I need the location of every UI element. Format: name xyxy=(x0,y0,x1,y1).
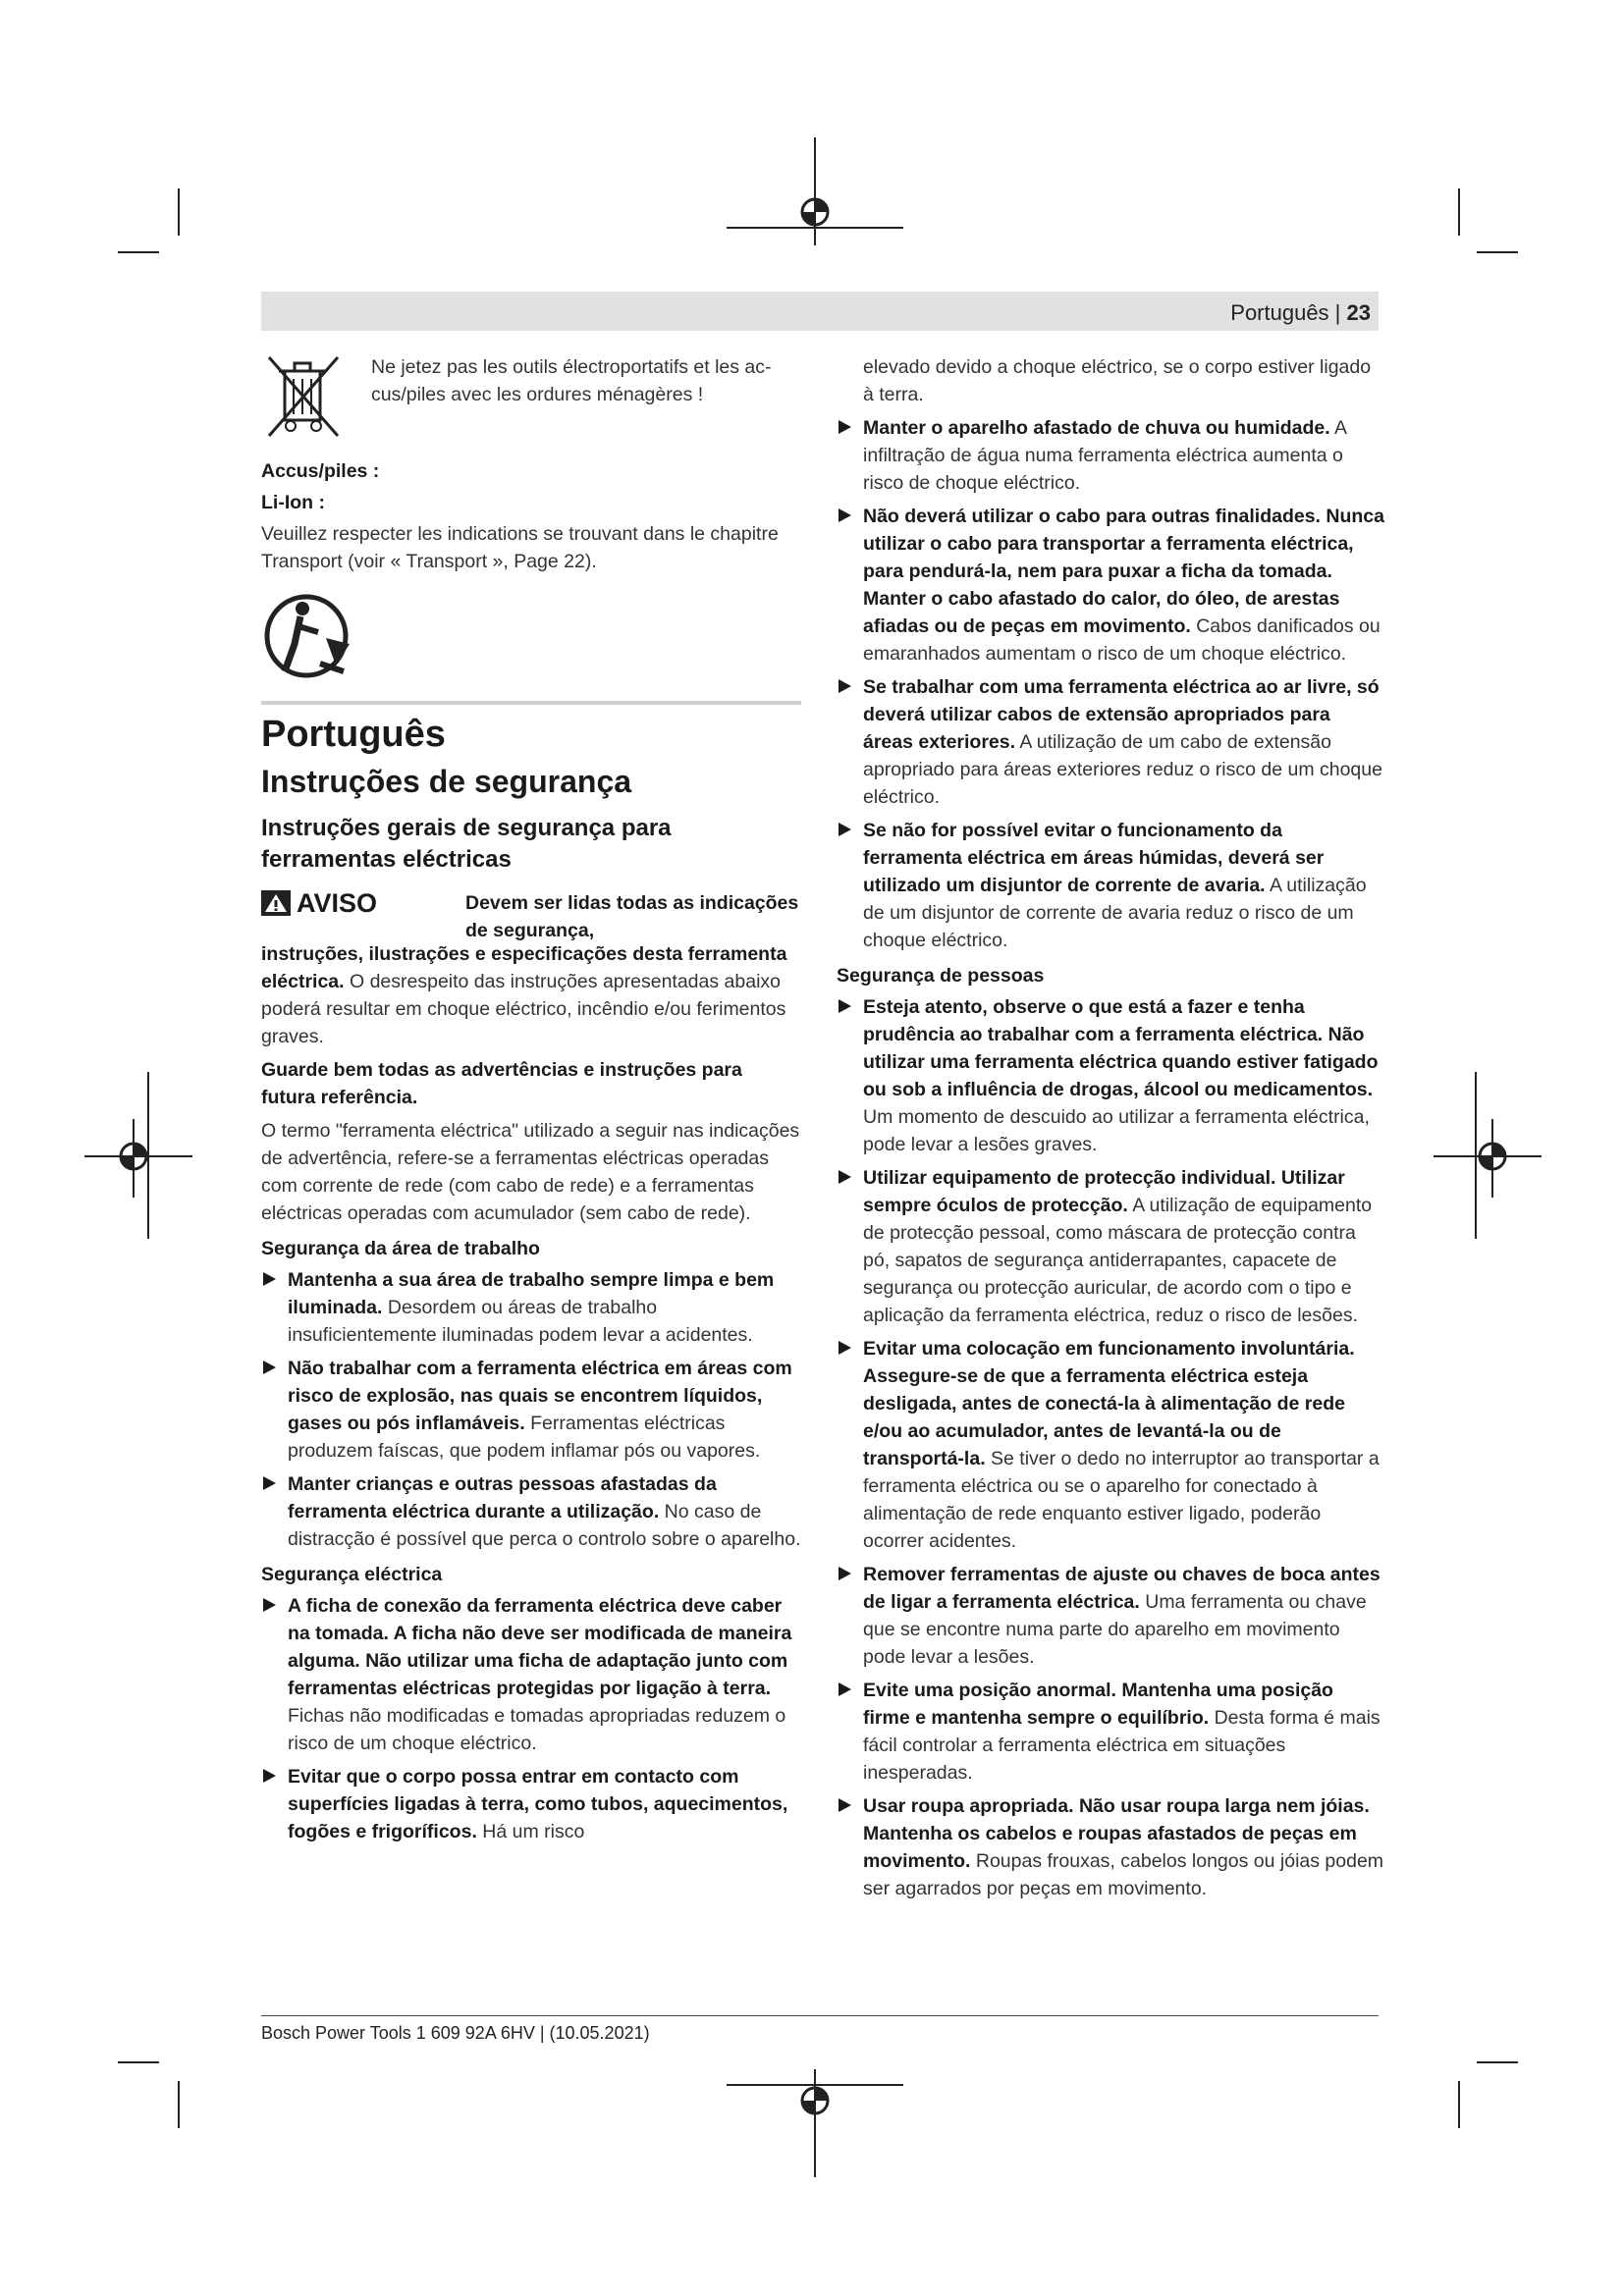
list-item: Não trabalhar com a ferramenta eléctrica em áreas com risco de explosão, nas quais se encontrem líquidos, gases ou pós inflamáveis. Ferramentas eléctricas produzem faíscas, que podem inflamar pós ou vapores. xyxy=(261,1355,801,1465)
warning-bold-2: instruções, ilustrações e especificações desta ferramenta eléctrica. xyxy=(261,943,787,992)
list-item: Esteja atento, observe o que está a fazer e tenha prudência ao trabalhar com a ferramenta eléctrica. Não utilizar uma ferramenta eléctrica quando estiver fatigado ou sob a influência de drogas, álcool ou medicamentos. Um momento de descuido ao utilizar a ferramenta eléctrica, pode levar a lesões graves. xyxy=(837,993,1384,1158)
continuation-text: elevado devido a choque eléctrico, se o corpo estiver ligado à terra. xyxy=(863,356,1372,405)
weee-text: Ne jetez pas les outils électroportatifs et les ac-cus/piles avec les ordures ménagères ! xyxy=(371,356,772,405)
list-item: Se trabalhar com uma ferramenta eléctrica ao ar livre, só deverá utilizar cabos de extensão apropriados para áreas exteriores. A utilização de um cabo de extensão apropriado para áreas exteriores reduz o risco de um choque eléctrico. xyxy=(837,673,1384,811)
list-item: Não deverá utilizar o cabo para outras finalidades. Nunca utilizar o cabo para transportar a ferramenta eléctrica, para pendurá-la, nem para puxar a ficha da tomada. Manter o cabo afastado do calor, do óleo, de arestas afiadas ou de peças em movimento. Cabos danificados ou emaranhados aumentam o risco de um choque eléctrico. xyxy=(837,503,1384,667)
registration-mark-right xyxy=(1434,1119,1542,1198)
list-item: Remover ferramentas de ajuste ou chaves de boca antes de ligar a ferramenta eléctrica. Uma ferramenta ou chave que se encontre numa parte do aparelho em movimento pode levar a lesões. xyxy=(837,1561,1384,1671)
list-item: Evitar que o corpo possa entrar em contacto com superfícies ligadas à terra, como tubos, aquecimentos, fogões e frigoríficos. Há um risco xyxy=(261,1763,801,1845)
list-item: Manter crianças e outras pessoas afastadas da ferramenta eléctrica durante a utilização. No caso de distracção é possível que perca o controlo sobre o aparelho. xyxy=(261,1470,801,1553)
transport-text: Veuillez respecter les indications se trouvant dans le chapitre Transport (voir « Transport », Page 22). xyxy=(261,523,779,572)
header-language: Português xyxy=(1230,300,1329,325)
registration-mark-top xyxy=(727,137,903,245)
left-column xyxy=(261,353,801,1851)
page-header: Português | 23 xyxy=(1230,300,1371,325)
weee-block xyxy=(261,353,801,452)
right-column xyxy=(837,353,1384,1908)
list-item: Evite uma posição anormal. Mantenha uma posição firme e mantenha sempre o equilíbrio. Desta forma é mais fácil controlar a ferramenta eléctrica em situações inesperadas. xyxy=(837,1677,1384,1787)
list-item: Utilizar equipamento de protecção individual. Utilizar sempre óculos de protecção. A utilização de equipamento de protecção pessoal, como máscara de protecção contra pó, sapatos de segurança antiderrapantes, capacete de segurança ou protecção auricular, de acordo com o tipo e aplicação da ferramenta eléctrica, reduz o risco de lesões. xyxy=(837,1164,1384,1329)
liion-heading: Li-Ion : xyxy=(261,492,325,513)
page-footer: Bosch Power Tools 1 609 92A 6HV | (10.05.2021) xyxy=(261,2023,650,2043)
section-title: Segurança eléctrica xyxy=(261,1564,443,1585)
recycling-person-icon xyxy=(261,587,359,685)
language-title: Português xyxy=(261,714,446,755)
warning-label xyxy=(261,889,377,917)
section-title: Segurança de pessoas xyxy=(837,965,1045,987)
list-item: Manter o aparelho afastado de chuva ou humidade. A infiltração de água numa ferramenta eléctrica aumenta o risco de choque eléctrico. xyxy=(837,414,1384,497)
page-number: 23 xyxy=(1346,300,1371,325)
safety-title: Instruções de segurança xyxy=(261,764,632,799)
section-title: Segurança da área de trabalho xyxy=(261,1238,540,1259)
warning-text: O desrespeito das instruções apresentadas abaixo poderá resultar em choque eléctrico, incêndio e/ou ferimentos graves. xyxy=(261,971,786,1047)
list-item: Evitar uma colocação em funcionamento involuntária. Assegure-se de que a ferramenta eléctrica esteja desligada, antes de conectá-la à alimentação de rede e/ou ao acumulador, antes de levantá-la ou de transportá-la. Se tiver o dedo no interruptor ao transportar a ferramenta eléctrica ou se o aparelho for conectado à alimentação de rede enquanto estiver ligado, poderão ocorrer acidentes. xyxy=(837,1335,1384,1555)
crossed-bin-icon xyxy=(265,353,342,440)
list-item: Se não for possível evitar o funcionamento da ferramenta eléctrica em áreas húmidas, deverá ser utilizado um disjuntor de corrente de avaria. A utilização de um disjuntor de corrente de avaria reduz o risco de um choque eléctrico. xyxy=(837,817,1384,954)
registration-mark-left xyxy=(84,1119,192,1198)
warning-block xyxy=(261,889,801,944)
list-item: A ficha de conexão da ferramenta eléctrica deve caber na tomada. A ficha não deve ser modificada de maneira alguma. Não utilizar uma ficha de adaptação junto com ferramentas eléctricas protegidas por ligação à terra. Fichas não modificadas e tomadas apropriadas reduzem o risco de um choque eléctrico. xyxy=(261,1592,801,1757)
registration-mark-bottom xyxy=(727,2069,903,2177)
keep-instructions: Guarde bem todas as advertências e instruções para futura referência. xyxy=(261,1059,742,1108)
warning-bold-1: Devem ser lidas todas as indicações de segurança, xyxy=(465,892,799,941)
footer-rule xyxy=(261,2015,1379,2016)
header-bar xyxy=(261,292,1379,331)
term-text: O termo "ferramenta eléctrica" utilizado a seguir nas indicações de advertência, refere-se a ferramentas eléctricas operadas com corrente de rede (com cabo de rede) e a ferramentas eléctricas operadas com acumulador (sem cabo de rede). xyxy=(261,1120,800,1224)
section-divider xyxy=(261,701,801,705)
warning-triangle-icon xyxy=(261,890,291,916)
list-item: Usar roupa apropriada. Não usar roupa larga nem jóias. Mantenha os cabelos e roupas afastados de peças em movimento. Roupas frouxas, cabelos longos ou jóias podem ser agarrados por peças em movimento. xyxy=(837,1792,1384,1902)
warning-label-text: AVISO xyxy=(297,888,378,918)
accus-heading: Accus/piles : xyxy=(261,460,380,482)
general-safety-title: Instruções gerais de segurança para ferramentas eléctricas xyxy=(261,815,672,873)
list-item: Mantenha a sua área de trabalho sempre limpa e bem iluminada. Desordem ou áreas de trabalho insuficientemente iluminadas podem levar a acidentes. xyxy=(261,1266,801,1349)
